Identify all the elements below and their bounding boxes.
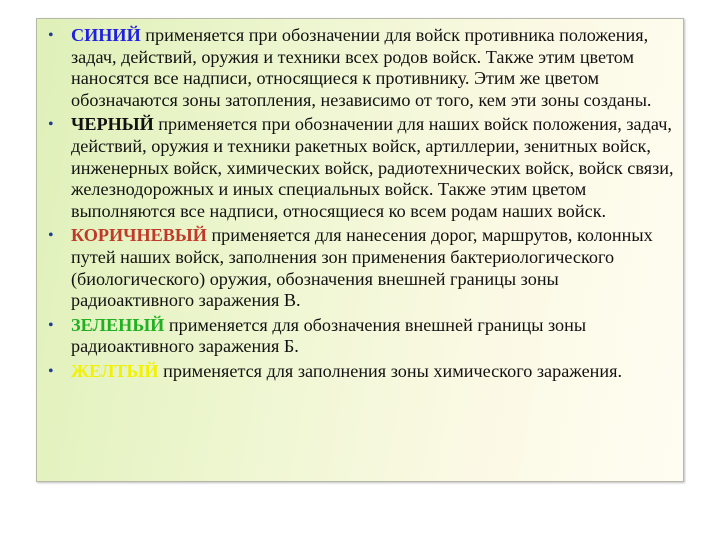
item-text: применяется при обозначении для наших войск положения, задач, действий, оружия и техники ракетных войск, артиллерии, зенитных войск, инженерных войск, химических войск, радиотехнических войск, войск связи, железнодорожных и иных специальных войск. Также этим цветом выполняются все надписи, относящиеся ко всем родам наших войск. xyxy=(71,114,674,221)
list-item-brown xyxy=(45,225,685,311)
color-rules-list xyxy=(45,25,685,386)
keyword-yellow: ЖЕЛТЫЙ xyxy=(71,360,159,381)
content-panel xyxy=(36,18,684,482)
bullet-icon: • xyxy=(48,316,54,334)
list-item-yellow xyxy=(45,361,685,383)
bullet-icon: • xyxy=(48,116,54,134)
item-text: применяется при обозначении для войск противника положения, задач, действий, оружия и техники всех родов войск. Также этим цветом наносятся все надписи, относящиеся к противнику. Этим же цветом обозначаются зоны затопления, независимо от того, кем эти зоны созданы. xyxy=(71,25,652,110)
keyword-brown: КОРИЧНЕВЫЙ xyxy=(71,225,207,246)
item-text: применяется для обозначения внешней границы зоны радиоактивного заражения Б. xyxy=(71,314,587,357)
keyword-black: ЧЕРНЫЙ xyxy=(71,114,154,135)
keyword-green: ЗЕЛЕНЫЙ xyxy=(71,314,165,335)
bullet-icon: • xyxy=(48,27,54,44)
list-item-black xyxy=(45,114,685,222)
bullet-icon: • xyxy=(48,227,54,245)
item-text: применяется для заполнения зоны химического заражения. xyxy=(158,360,623,381)
item-text: применяется для нанесения дорог, маршрутов, колонных путей наших войск, заполнения зон применения бактериологического (биологического) оружия, обозначения внешней границы зоны радиоактивного заражения В. xyxy=(71,225,653,311)
list-item-green xyxy=(45,315,685,358)
bullet-icon: • xyxy=(48,362,54,380)
list-item-blue xyxy=(45,25,685,111)
keyword-blue: СИНИЙ xyxy=(71,25,141,45)
